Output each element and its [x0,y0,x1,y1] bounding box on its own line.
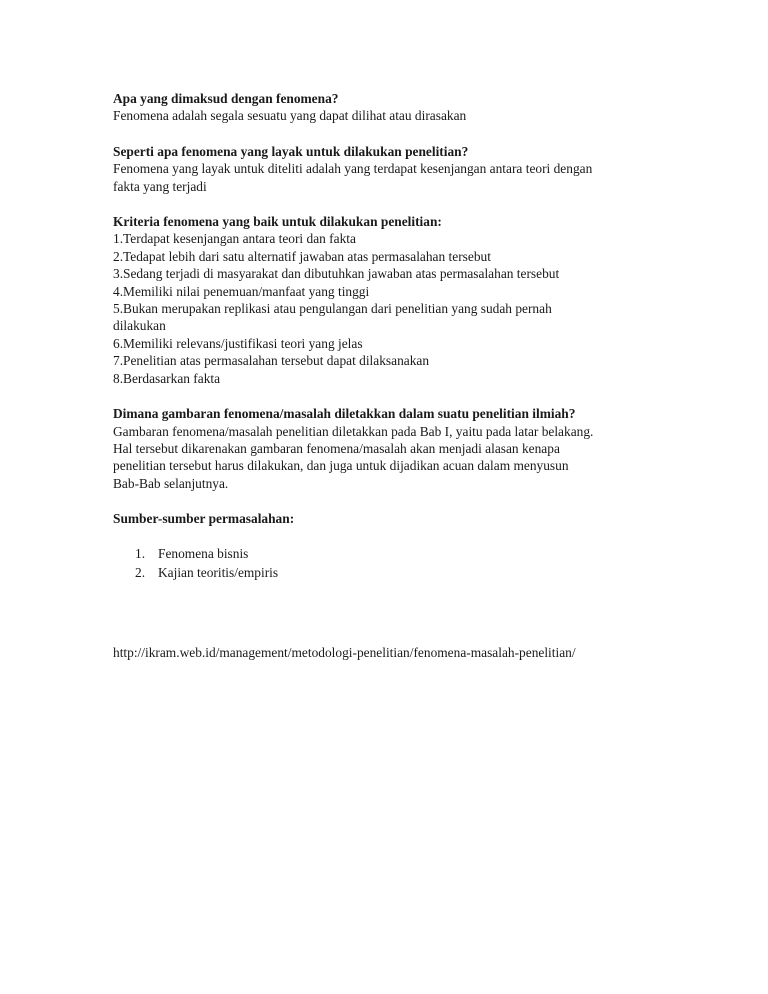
list-item-number: 1. [135,545,146,561]
heading-letak: Dimana gambaran fenomena/masalah diletakkan dalam suatu penelitian ilmiah? [113,406,576,422]
list-item-text: Kajian teoritis/empiris [158,564,279,580]
paragraph-layak-line-2: fakta yang terjadi [113,178,207,194]
list-item [113,544,658,563]
section-sumber [113,510,658,581]
heading-sumber: Sumber-sumber permasalahan: [113,511,295,527]
section-fenomena-definition [113,90,658,125]
list-item: 4.Memiliki nilai penemuan/manfaat yang tinggi [113,283,370,299]
heading-layak: Seperti apa fenomena yang layak untuk dilakukan penelitian? [113,143,469,159]
paragraph-letak-line-4: Bab-Bab selanjutnya. [113,475,229,491]
paragraph-layak-line-1: Fenomena yang layak untuk diteliti adalah yang terdapat kesenjangan antara teori dengan [113,161,593,177]
list-item: 6.Memiliki relevans/justifikasi teori yang jelas [113,335,363,351]
heading-kriteria: Kriteria fenomena yang baik untuk dilakukan penelitian: [113,214,442,230]
list-item: 5.Bukan merupakan replikasi atau pengulangan dari penelitian yang sudah pernah [113,301,552,317]
paragraph-letak-line-2: Hal tersebut dikarenakan gambaran fenomena/masalah akan menjadi alasan kenapa [113,440,560,456]
sumber-list [113,544,658,582]
list-item: 7.Penelitian atas permasalahan tersebut dapat dilaksanakan [113,353,430,369]
list-item: dilakukan [113,318,166,334]
heading-definition: Apa yang dimaksud dengan fenomena? [113,91,339,106]
section-fenomena-layak [113,143,658,195]
list-item: 1.Terdapat kesenjangan antara teori dan fakta [113,231,356,247]
list-item-text: Fenomena bisnis [158,545,249,561]
list-item: 8.Berdasarkan fakta [113,370,221,386]
paragraph-letak-line-1: Gambaran fenomena/masalah penelitian diletakkan pada Bab I, yaitu pada latar belakang. [113,423,594,439]
list-item: 2.Tedapat lebih dari satu alternatif jawaban atas permasalahan tersebut [113,248,491,264]
paragraph-definition: Fenomena adalah segala sesuatu yang dapat dilihat atau dirasakan [113,108,467,124]
source-url: http://ikram.web.id/management/metodologi-penelitian/fenomena-masalah-penelitian/ [113,644,576,660]
list-item: 3.Sedang terjadi di masyarakat dan dibutuhkan jawaban atas permasalahan tersebut [113,266,560,282]
section-letak-fenomena [113,405,658,492]
kriteria-list [113,230,658,387]
paragraph-letak-line-3: penelitian tersebut harus dilakukan, dan juga untuk dijadikan acuan dalam menyusun [113,458,569,474]
list-item [113,563,658,582]
document-page [113,90,658,661]
section-kriteria [113,213,658,387]
list-item-number: 2. [135,564,146,580]
